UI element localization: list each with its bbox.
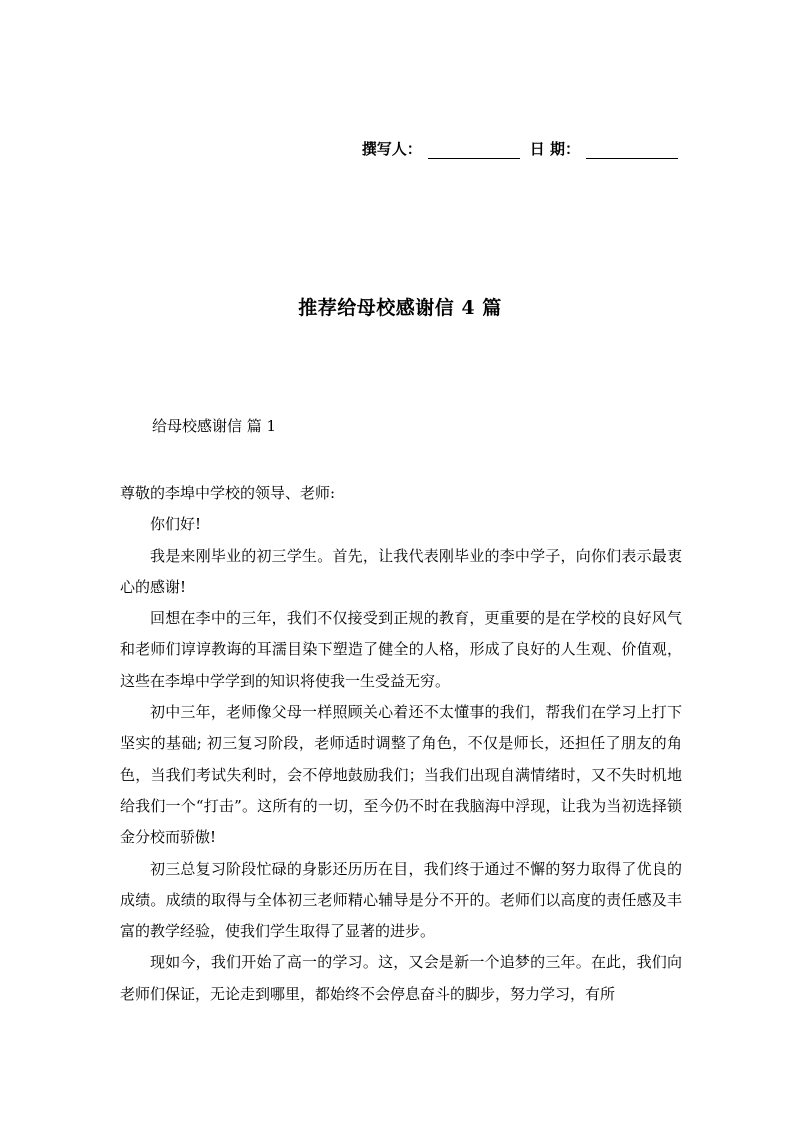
- section-heading: 给母校感谢信 篇 1: [152, 417, 277, 435]
- date-label: 日 期：: [529, 140, 580, 158]
- letter-paragraph: 现如今，我们开始了高一的学习。这，又会是新一个追梦的三年。在此，我们向老师们保证，无论走到哪里，都始终不会停息奋斗的脚步，努力学习，有所: [120, 953, 682, 1003]
- document-title: 推荐给母校感谢信 4 篇: [298, 297, 502, 319]
- letter-salutation: 尊敬的李埠中学校的领导、老师:: [120, 484, 336, 502]
- letter-paragraph: 初中三年，老师像父母一样照顾关心着还不太懂事的我们，帮我们在学习上打下坚实的基础; 初三复习阶段，老师适时调整了角色，不仅是师长，还担任了朋友的角色，当我们考试失利时，会不停地鼓励我们；当我们出现自满情绪时，又不失时机地给我们一个“打击”。这所有的一切，至今仍不时在我脑海中浮现，让我为当初选择锁金分校而骄傲!: [120, 703, 682, 847]
- letter-paragraph: 我是来刚毕业的初三学生。首先，让我代表刚毕业的李中学子，向你们表示最衷心的感谢!: [120, 546, 682, 596]
- date-blank-field: [586, 142, 678, 159]
- letter-body: [120, 478, 682, 1010]
- letter-paragraph: 回想在李中的三年，我们不仅接受到正规的教育，更重要的是在学校的良好风气和老师们谆谆教诲的耳濡目染下塑造了健全的人格，形成了良好的人生观、价值观，这些在李埠中学学到的知识将使我一生受益无穷。: [120, 609, 682, 690]
- author-blank-field: [428, 142, 520, 159]
- author-date-line: [362, 138, 682, 159]
- author-label: 撰写人：: [361, 140, 422, 158]
- letter-paragraph: 你们好!: [150, 515, 202, 534]
- letter-paragraph: 初三总复习阶段忙碌的身影还历历在目，我们终于通过不懈的努力取得了优良的成绩。成绩的取得与全体初三老师精心辅导是分不开的。老师们以高度的责任感及丰富的教学经验，使我们学生取得了显著的进步。: [120, 859, 682, 941]
